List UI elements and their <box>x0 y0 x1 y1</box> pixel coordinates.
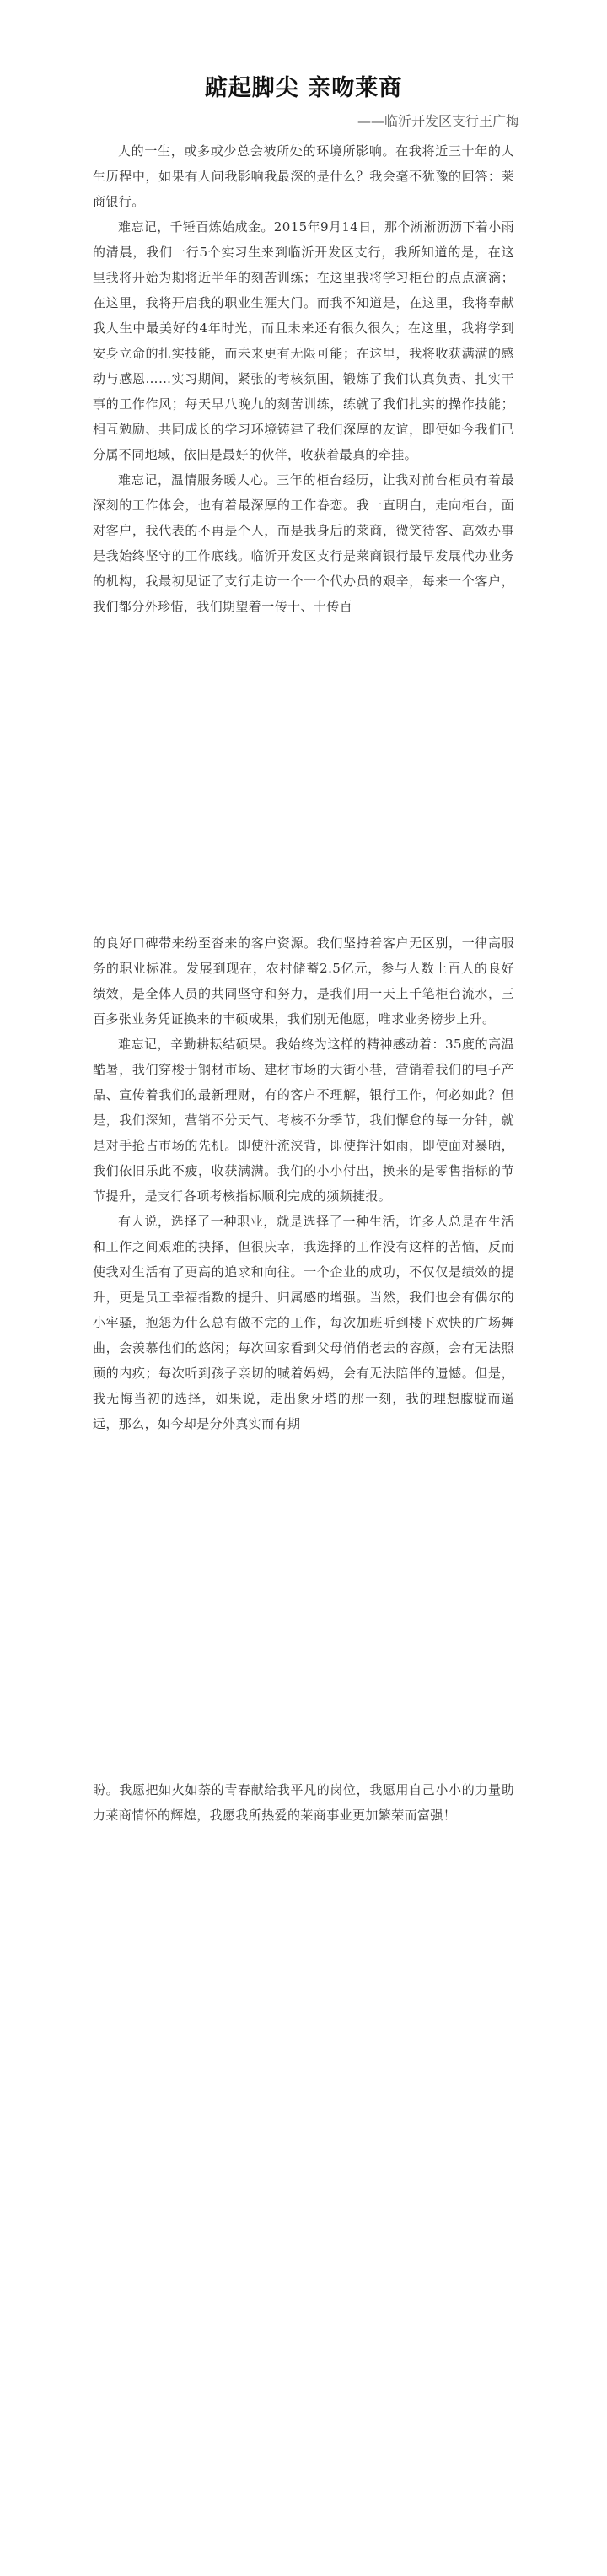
paragraph-continuation: 盼。我愿把如火如荼的青春献给我平凡的岗位，我愿用自己小小的力量助力莱商情怀的辉煌，我愿我所热爱的莱商事业更加繁荣而富强！ <box>93 1782 514 1823</box>
paragraph: 难忘记，千锤百炼始成金。2015年9月14日，那个淅淅沥沥下着小雨的清晨，我们一行5个实习生来到临沂开发区支行，我所知道的是，在这里我将开始为期将近半年的刻苦训练；在这里我将学习柜台的点点滴滴；在这里，我将开启我的职业生涯大门。而我不知道是，在这里，我将奉献我人生中最美好的4年时光，而且未来还有很久很久；在这里，我将学到安身立命的扎实技能，而未来更有无限可能；在这里，我将收获满满的感动与感恩……实习期间，紧张的考核氛围，锻炼了我们认真负责、扎实干事的工作作风；每天早八晚九的刻苦训练，练就了我们扎实的操作技能；相互勉励、共同成长的学习环境铸建了我们深厚的友谊，即便如今我们已分属不同地域，依旧是最好的伙伴，收获着最真的牵挂。 <box>93 219 515 462</box>
article-byline: ——临沂开发区支行王广梅 <box>357 113 519 129</box>
text-block-2 <box>93 930 514 1436</box>
paragraph: 有人说，选择了一种职业，就是选择了一种生活，许多人总是在生活和工作之间艰难的抉择，但很庆幸，我选择的工作没有这样的苦恼，反而使我对生活有了更高的追求和向往。一个企业的成功，不仅仅是绩效的提升，更是员工幸福指数的提升、归属感的增强。当然，我们也会有偶尔的小牢骚，抱怨为什么总有做不完的工作，每次加班听到楼下欢快的广场舞曲，会羡慕他们的悠闲；每次回家看到父母俏俏老去的容颜，会有无法照顾的内疚；每次听到孩子亲切的喊着妈妈，会有无法陪伴的遗憾。但是，我无悔当初的选择，如果说，走出象牙塔的那一刻，我的理想朦胧而遥远，那么，如今却是分外真实而有期 <box>93 1214 514 1431</box>
paragraph: 人的一生，或多或少总会被所处的环境所影响。在我将近三十年的人生历程中，如果有人问我影响我最深的是什么？我会毫不犹豫的回答：莱商银行。 <box>93 143 514 209</box>
article-title: 踮起脚尖 亲吻莱商 <box>204 75 403 101</box>
text-block-3 <box>93 1777 514 1828</box>
paragraph: 难忘记，温情服务暖人心。三年的柜台经历，让我对前台柜员有着最深刻的工作体会，也有着最深厚的工作眷恋。我一直明白，走向柜台，面对客户，我代表的不再是个人，而是我身后的莱商，微笑待客、高效办事是我始终坚守的工作底线。临沂开发区支行是莱商银行最早发展代办业务的机构，我最初见证了支行走访一个一个代办员的艰辛，每来一个客户，我们都分外珍惜，我们期望着一传十、十传百 <box>93 472 514 614</box>
text-block-1 <box>93 138 514 619</box>
paragraph: 难忘记，辛勤耕耘结硕果。我始终为这样的精神感动着：35度的高温酷暑，我们穿梭于钢材市场、建材市场的大街小巷，营销着我们的电子产品、宣传着我们的最新理财，有的客户不理解，银行工作，何必如此？但是，我们深知，营销不分天气、考核不分季节，我们懈怠的每一分钟，就是对手抢占市场的先机。即使汗流浃背，即使挥汗如雨，即使面对暴晒，我们依旧乐此不疲，收获满满。我们的小小付出，换来的是零售指标的节节提升，是支行各项考核指标顺利完成的频频捷报。 <box>93 1037 514 1204</box>
paragraph-continuation: 的良好口碑带来纷至沓来的客户资源。我们坚持着客户无区别，一律高服务的职业标准。发展到现在，农村储蓄2.5亿元，参与人数上百人的良好绩效，是全体人员的共同坚守和努力，是我们用一天上千笔柜台流水，三百多张业务凭证换来的丰硕成果，我们别无他愿，唯求业务榜步上升。 <box>93 935 514 1027</box>
